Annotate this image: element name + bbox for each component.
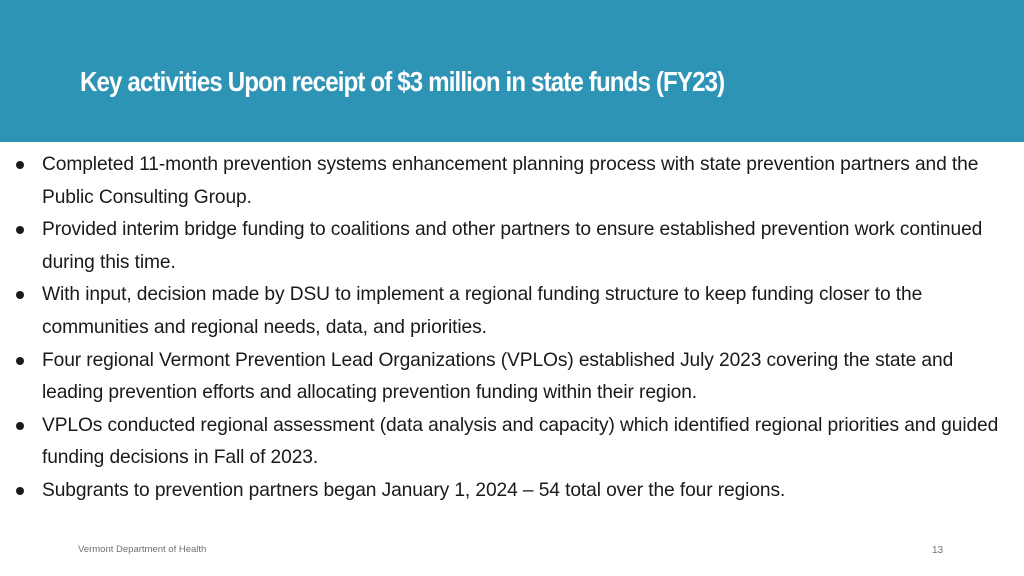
bullet-text: With input, decision made by DSU to implement a regional funding structure to keep funding closer to the communities and regional needs, data, and priorities. <box>42 284 923 338</box>
bullet-text: Provided interim bridge funding to coalitions and other partners to ensure established prevention work continued during this time. <box>42 219 983 273</box>
bullet-item <box>14 475 1004 508</box>
bullet-point-icon <box>16 226 24 234</box>
bullet-point-icon <box>16 422 24 430</box>
bullet-point-icon <box>16 291 24 299</box>
bullet-item <box>14 279 1004 344</box>
slide-title: Key activities Upon receipt of $3 million in state funds (FY23) <box>80 66 725 97</box>
bullet-text: Subgrants to prevention partners began January 1, 2024 – 54 total over the four regions. <box>42 479 786 501</box>
bullet-item <box>14 345 1004 410</box>
title-banner <box>0 0 1024 142</box>
bullet-list <box>14 149 1004 508</box>
bullet-item <box>14 410 1004 475</box>
bullet-item <box>14 149 1004 214</box>
bullet-point-icon <box>16 357 24 365</box>
footer-organization: Vermont Department of Health <box>78 544 207 555</box>
bullet-item <box>14 214 1004 279</box>
slide-number: 13 <box>932 545 944 556</box>
bullet-text: Completed 11-month prevention systems enhancement planning process with state prevention partners and the Public Consulting Group. <box>42 154 979 208</box>
bullet-text: VPLOs conducted regional assessment (data analysis and capacity) which identified regional priorities and guided funding decisions in Fall of 2023. <box>42 414 999 469</box>
bullet-point-icon <box>16 161 24 169</box>
bullet-point-icon <box>16 487 24 495</box>
bullet-text: Four regional Vermont Prevention Lead Organizations (VPLOs) established July 2023 covering the state and leading prevention efforts and allocating prevention funding within their region. <box>42 349 954 404</box>
